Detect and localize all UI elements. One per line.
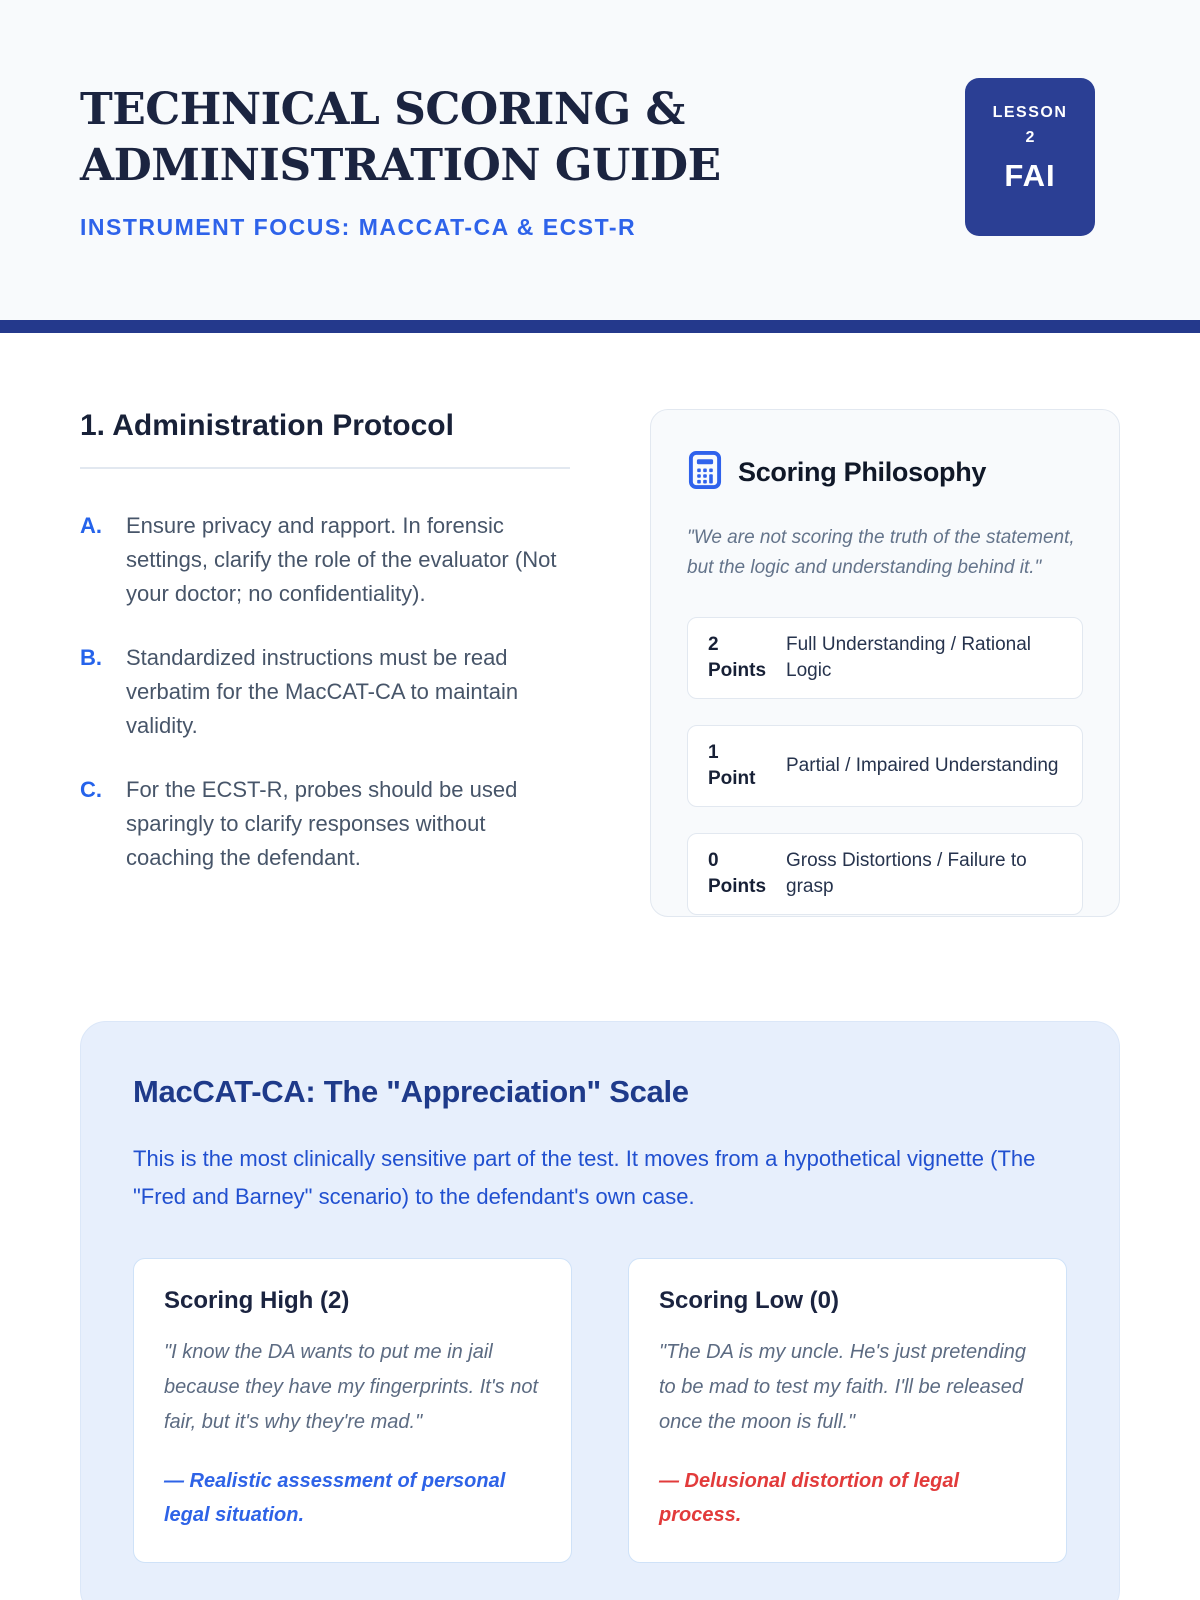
score-points-label: 1 Point xyxy=(708,742,756,789)
header-divider-bar xyxy=(0,320,1200,333)
list-item-letter: A. xyxy=(80,513,102,538)
philosophy-quote: "We are not scoring the truth of the statement, but the logic and understanding behind it." xyxy=(687,527,1075,578)
score-description: Full Understanding / Rational Logic xyxy=(786,634,1032,681)
score-row xyxy=(687,725,1083,807)
list-item-letter: C. xyxy=(80,777,102,802)
calculator-icon xyxy=(687,450,723,495)
scoring-high-card xyxy=(133,1258,572,1563)
page-subtitle: INSTRUMENT FOCUS: MACCAT-CA & ECST-R xyxy=(80,214,637,240)
lesson-badge xyxy=(965,78,1095,236)
example-title: Scoring High (2) xyxy=(164,1287,350,1314)
scoring-philosophy-card xyxy=(650,409,1120,917)
appreciation-heading: MacCAT-CA: The "Appreciation" Scale xyxy=(133,1074,689,1109)
scoring-philosophy-header xyxy=(687,450,1083,495)
list-item-text: For the ECST-R, probes should be used sparingly to clarify responses without coaching the defendant. xyxy=(126,777,518,870)
list-item-text: Ensure privacy and rapport. In forensic settings, clarify the role of the evaluator (Not your doctor; no confidentiality). xyxy=(126,513,557,606)
score-description: Partial / Impaired Understanding xyxy=(786,755,1059,776)
top-section xyxy=(80,409,1120,917)
list-item xyxy=(80,773,570,875)
list-item xyxy=(80,641,570,743)
lesson-badge-eyebrow: LESSON xyxy=(992,104,1068,121)
list-item xyxy=(80,509,570,611)
list-item-letter: B. xyxy=(80,645,102,670)
example-grid xyxy=(133,1258,1067,1563)
lesson-badge-code: FAI xyxy=(1004,158,1056,193)
administration-protocol-section xyxy=(80,409,570,917)
score-points-label: 2 Points xyxy=(708,634,767,681)
page-title xyxy=(80,82,1120,194)
example-quote: "I know the DA wants to put me in jail because they have my fingerprints. It's not fair, but it's why they're mad." xyxy=(164,1341,539,1433)
example-verdict: — Realistic assessment of personal legal situation. xyxy=(164,1470,506,1526)
score-points-label: 0 Points xyxy=(708,850,767,897)
lesson-badge-number: 2 xyxy=(1025,129,1035,146)
example-quote: "The DA is my uncle. He's just pretending to be mad to test my faith. I'll be released once the moon is full." xyxy=(659,1341,1027,1433)
appreciation-scale-card xyxy=(80,1021,1120,1600)
page-header xyxy=(0,0,1200,320)
section-heading: 1. Administration Protocol xyxy=(80,409,454,442)
card-title: Scoring Philosophy xyxy=(738,457,987,487)
main-content xyxy=(0,409,1200,1600)
page-title-line1: TECHNICAL SCORING & xyxy=(80,84,685,135)
score-row xyxy=(687,833,1083,915)
score-description: Gross Distortions / Failure to grasp xyxy=(786,850,1027,897)
appreciation-intro: This is the most clinically sensitive part of the test. It moves from a hypothetical vignette (The "Fred and Barney" scenario) to the defendant's own case. xyxy=(133,1146,1036,1209)
list-item-text: Standardized instructions must be read verbatim for the MacCAT-CA to maintain validity. xyxy=(126,645,519,738)
page-title-line2: ADMINISTRATION GUIDE xyxy=(80,140,721,191)
example-title: Scoring Low (0) xyxy=(659,1287,839,1314)
example-verdict: — Delusional distortion of legal process. xyxy=(659,1470,960,1526)
section-underline xyxy=(80,467,570,469)
score-row xyxy=(687,617,1083,699)
scoring-low-card xyxy=(628,1258,1067,1563)
